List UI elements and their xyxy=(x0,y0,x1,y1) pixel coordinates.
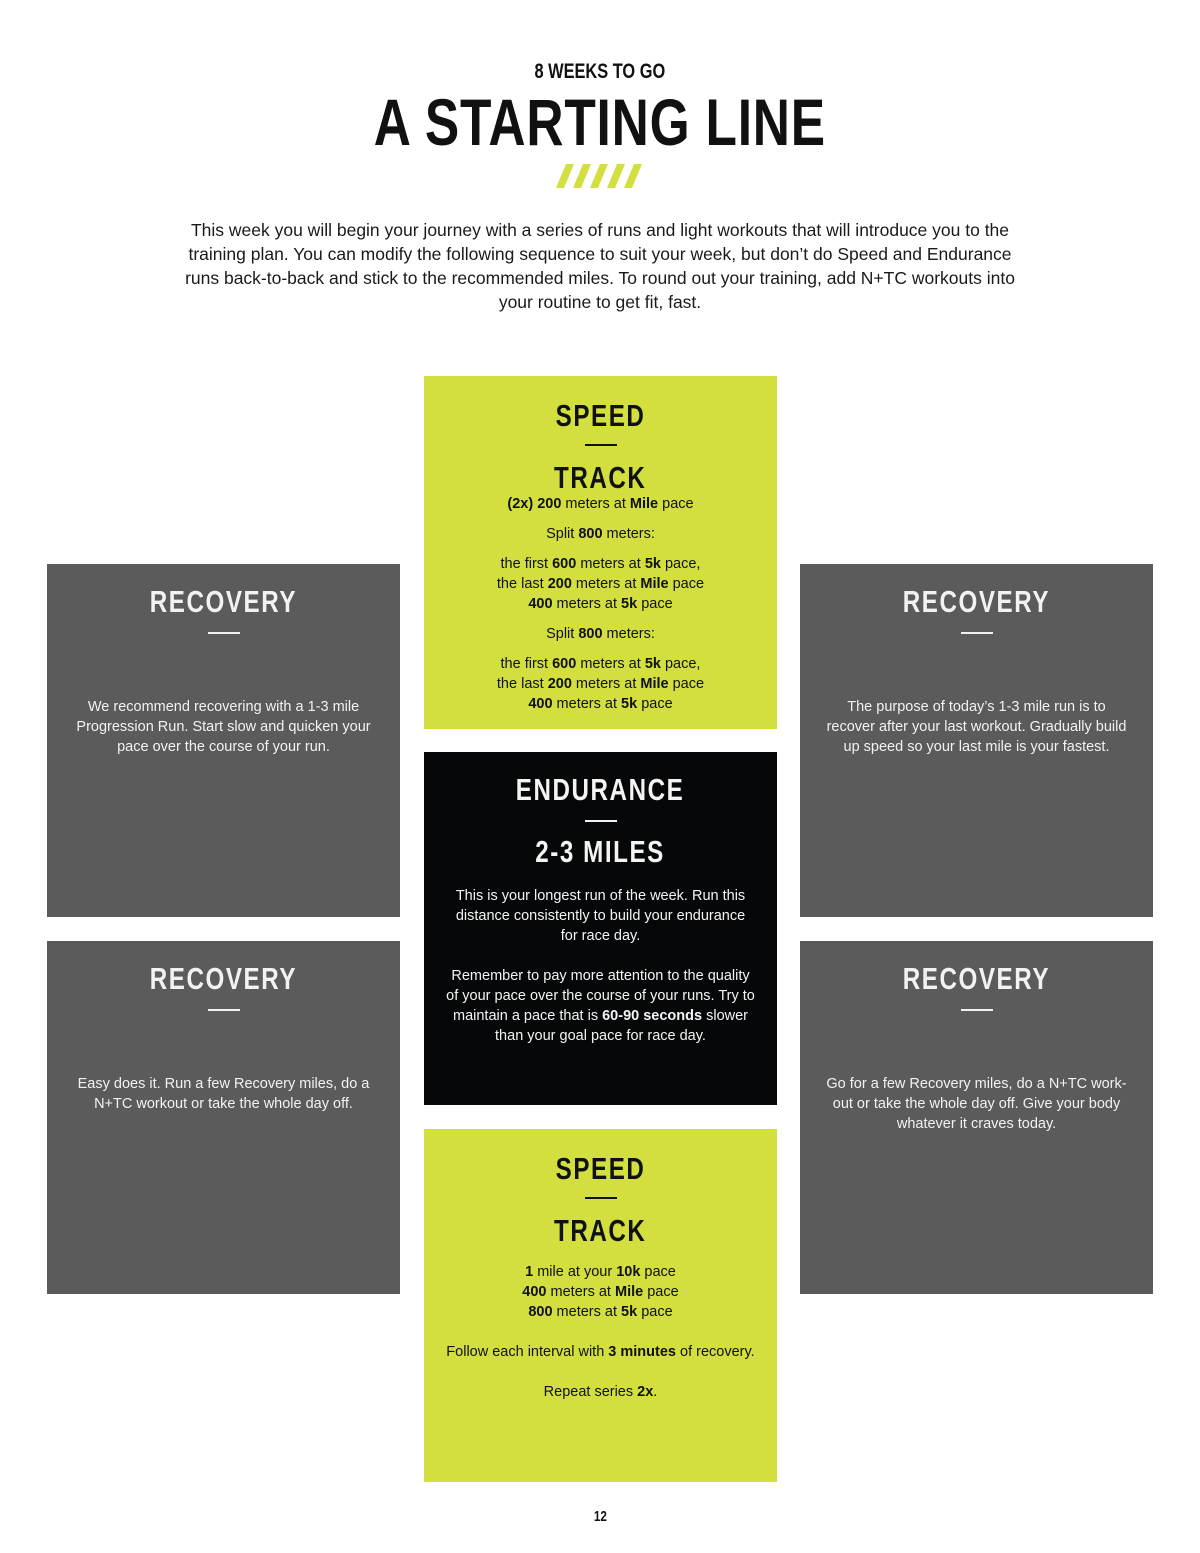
bold-value: 600 xyxy=(552,656,577,672)
card-line xyxy=(444,594,757,614)
card-line xyxy=(444,1302,757,1322)
text-segment: pace xyxy=(658,496,694,512)
text-segment: meters at xyxy=(576,556,645,572)
card-paragraph xyxy=(444,654,757,714)
card-body xyxy=(444,1262,757,1422)
intro-line: your routine to get fit, fast. xyxy=(498,292,702,312)
text-segment: slower xyxy=(702,1008,748,1024)
text-segment: whatever it craves today. xyxy=(896,1116,1057,1132)
card-paragraph xyxy=(444,494,757,514)
text-segment: pace, xyxy=(660,556,701,572)
card-line xyxy=(824,737,1129,757)
text-segment: meters at xyxy=(571,576,641,592)
text-segment: Split xyxy=(546,526,579,542)
card-line xyxy=(71,717,376,737)
card-subtitle-text: TRACK xyxy=(554,1213,647,1248)
speed-workout-card-2 xyxy=(424,1129,777,1482)
text-segment: Easy does it. Run a few Recovery miles, do a xyxy=(77,1076,370,1092)
text-segment: We recommend recovering with a 1-3 mile xyxy=(87,699,360,715)
card-paragraph xyxy=(444,1262,757,1322)
bold-value: 800 xyxy=(578,626,603,642)
text-segment: pace xyxy=(637,696,673,712)
card-title-text: SPEED xyxy=(555,1151,646,1186)
card-body xyxy=(71,1074,376,1134)
card-title-text: SPEED xyxy=(555,398,646,433)
text-segment: Follow each interval with xyxy=(446,1344,609,1360)
card-line xyxy=(444,694,757,714)
text-segment: the first xyxy=(500,556,553,572)
bold-value: 5k xyxy=(644,556,661,572)
text-segment: for race day. xyxy=(560,928,641,944)
text-segment: meters at xyxy=(576,656,645,672)
recovery-card-1 xyxy=(47,564,400,917)
card-line xyxy=(444,986,757,1006)
bold-value: 60-90 seconds xyxy=(602,1008,703,1024)
card-divider xyxy=(585,820,617,822)
bold-value: 800 xyxy=(528,1304,553,1320)
card-line xyxy=(71,737,376,757)
card-paragraph xyxy=(444,1382,757,1402)
card-line xyxy=(824,697,1129,717)
text-segment: meters at xyxy=(552,696,622,712)
card-title-text: RECOVERY xyxy=(902,961,1051,996)
card-body xyxy=(71,697,376,777)
card-paragraph xyxy=(71,697,376,757)
card-subtitle xyxy=(424,460,777,496)
intro-line: This week you will begin your journey with a series of runs and light workouts that will introduce you to the xyxy=(190,220,1010,240)
card-divider xyxy=(961,632,993,634)
text-segment: meters at xyxy=(546,1284,615,1300)
text-segment: meters at xyxy=(571,676,641,692)
card-title xyxy=(47,961,400,997)
text-segment: pace xyxy=(668,576,705,592)
card-paragraph xyxy=(824,1074,1129,1134)
card-subtitle xyxy=(424,834,777,870)
text-segment: than your goal pace for race day. xyxy=(495,1028,706,1044)
text-segment: pace xyxy=(637,596,673,612)
bold-value: 5k xyxy=(621,596,638,612)
card-line xyxy=(444,1342,757,1362)
card-title xyxy=(800,584,1153,620)
text-segment: out or take the whole day off. Give your body xyxy=(832,1096,1121,1112)
accent-stripes-icon xyxy=(556,164,642,188)
card-title-text: RECOVERY xyxy=(149,584,298,619)
intro-line: runs back-to-back and stick to the recommended miles. To round out your training, add N+TC workouts into xyxy=(185,268,1015,288)
card-title xyxy=(47,584,400,620)
bold-value: 1 xyxy=(525,1264,534,1280)
card-paragraph xyxy=(444,1342,757,1362)
text-segment: pace xyxy=(668,676,705,692)
text-segment: pace xyxy=(640,1264,676,1280)
card-subtitle-text: TRACK xyxy=(554,460,647,495)
card-paragraph xyxy=(444,886,757,946)
text-segment: of your pace over the course of your runs. Try to xyxy=(446,988,755,1004)
card-divider xyxy=(585,1197,617,1199)
card-line xyxy=(444,1262,757,1282)
card-title-text: RECOVERY xyxy=(149,961,298,996)
text-segment: This is your longest run of the week. Run this xyxy=(455,888,746,904)
text-segment: pace xyxy=(643,1284,679,1300)
text-segment: N+TC workout or take the whole day off. xyxy=(94,1096,353,1112)
card-line xyxy=(444,654,757,674)
bold-value: 3 minutes xyxy=(608,1344,676,1360)
bold-value: 400 xyxy=(528,696,553,712)
card-line xyxy=(824,1114,1129,1134)
card-paragraph xyxy=(444,624,757,644)
card-title-text: ENDURANCE xyxy=(516,772,685,807)
card-subtitle xyxy=(424,1213,777,1249)
card-body xyxy=(824,697,1129,777)
recovery-card-3 xyxy=(47,941,400,1294)
card-body xyxy=(444,886,757,1066)
bold-value: 400 xyxy=(522,1284,547,1300)
card-divider xyxy=(208,1009,240,1011)
text-segment: Remember to pay more attention to the quality xyxy=(451,968,750,984)
card-paragraph xyxy=(824,697,1129,757)
page-number: 12 xyxy=(593,1508,607,1525)
card-paragraph xyxy=(71,1074,376,1114)
bold-value: (2x) 200 xyxy=(507,496,562,512)
card-subtitle-text: 2-3 MILES xyxy=(535,834,666,869)
bold-value: 5k xyxy=(621,1304,638,1320)
card-divider xyxy=(208,632,240,634)
card-line xyxy=(444,1026,757,1046)
text-segment: maintain a pace that is xyxy=(452,1008,603,1024)
text-segment: pace xyxy=(637,1304,673,1320)
bold-value: Mile xyxy=(640,676,669,692)
card-line xyxy=(444,886,757,906)
card-line xyxy=(444,674,757,694)
text-segment: the last xyxy=(496,576,548,592)
text-segment: Repeat series xyxy=(543,1384,638,1400)
intro-paragraph xyxy=(150,218,1050,314)
text-segment: up speed so your last mile is your fastest. xyxy=(843,739,1110,755)
card-line xyxy=(824,717,1129,737)
card-paragraph xyxy=(444,554,757,614)
card-paragraph xyxy=(444,966,757,1046)
text-segment: meters at xyxy=(561,496,630,512)
card-line xyxy=(71,1094,376,1114)
text-segment: pace, xyxy=(660,656,701,672)
card-line xyxy=(444,1382,757,1402)
text-segment: Go for a few Recovery miles, do a N+TC work- xyxy=(826,1076,1127,1092)
card-body xyxy=(444,494,757,724)
text-segment: the last xyxy=(496,676,548,692)
card-title xyxy=(424,1151,777,1187)
recovery-card-4 xyxy=(800,941,1153,1294)
card-line xyxy=(71,697,376,717)
card-line xyxy=(444,494,757,514)
week-kicker: 8 WEEKS TO GO xyxy=(534,60,666,83)
text-segment: the first xyxy=(500,656,553,672)
bold-value: 400 xyxy=(528,596,553,612)
bold-value: 10k xyxy=(616,1264,641,1280)
text-segment: distance consistently to build your endurance xyxy=(455,908,746,924)
bold-value: Mile xyxy=(615,1284,644,1300)
bold-value: Mile xyxy=(640,576,669,592)
bold-value: 800 xyxy=(578,526,603,542)
card-line xyxy=(444,1282,757,1302)
text-segment: meters at xyxy=(552,1304,622,1320)
card-line xyxy=(444,1006,757,1026)
bold-value: 200 xyxy=(547,576,572,592)
card-divider xyxy=(961,1009,993,1011)
page-title: A STARTING LINE xyxy=(373,85,827,159)
card-line xyxy=(444,926,757,946)
bold-value: 5k xyxy=(621,696,638,712)
recovery-card-2 xyxy=(800,564,1153,917)
card-line xyxy=(824,1094,1129,1114)
text-segment: mile at your xyxy=(533,1264,617,1280)
card-line xyxy=(444,574,757,594)
text-segment: Progression Run. Start slow and quicken your xyxy=(76,719,371,735)
card-line xyxy=(444,966,757,986)
text-segment: recover after your last workout. Gradually build xyxy=(826,719,1127,735)
card-title xyxy=(424,772,777,808)
card-paragraph xyxy=(444,524,757,544)
card-line xyxy=(444,624,757,644)
card-title-text: RECOVERY xyxy=(902,584,1051,619)
card-divider xyxy=(585,444,617,446)
bold-value: 600 xyxy=(552,556,577,572)
card-line xyxy=(444,524,757,544)
bold-value: Mile xyxy=(629,496,659,512)
text-segment: meters at xyxy=(552,596,622,612)
text-segment: meters: xyxy=(602,526,655,542)
endurance-workout-card xyxy=(424,752,777,1105)
text-segment: Split xyxy=(546,626,579,642)
card-body xyxy=(824,1074,1129,1154)
bold-value: 5k xyxy=(644,656,661,672)
intro-line: training plan. You can modify the following sequence to suit your week, but don’t do Speed and Endurance xyxy=(188,244,1012,264)
speed-workout-card-1 xyxy=(424,376,777,729)
card-line xyxy=(444,906,757,926)
card-title xyxy=(424,398,777,434)
text-segment: The purpose of today’s 1-3 mile run is to xyxy=(847,699,1106,715)
card-title xyxy=(800,961,1153,997)
text-segment: meters: xyxy=(602,626,655,642)
bold-value: 200 xyxy=(547,676,572,692)
text-segment: . xyxy=(653,1384,658,1400)
card-line xyxy=(824,1074,1129,1094)
bold-value: 2x xyxy=(637,1384,654,1400)
card-line xyxy=(444,554,757,574)
text-segment: of recovery. xyxy=(675,1344,755,1360)
card-line xyxy=(71,1074,376,1094)
text-segment: pace over the course of your run. xyxy=(117,739,330,755)
